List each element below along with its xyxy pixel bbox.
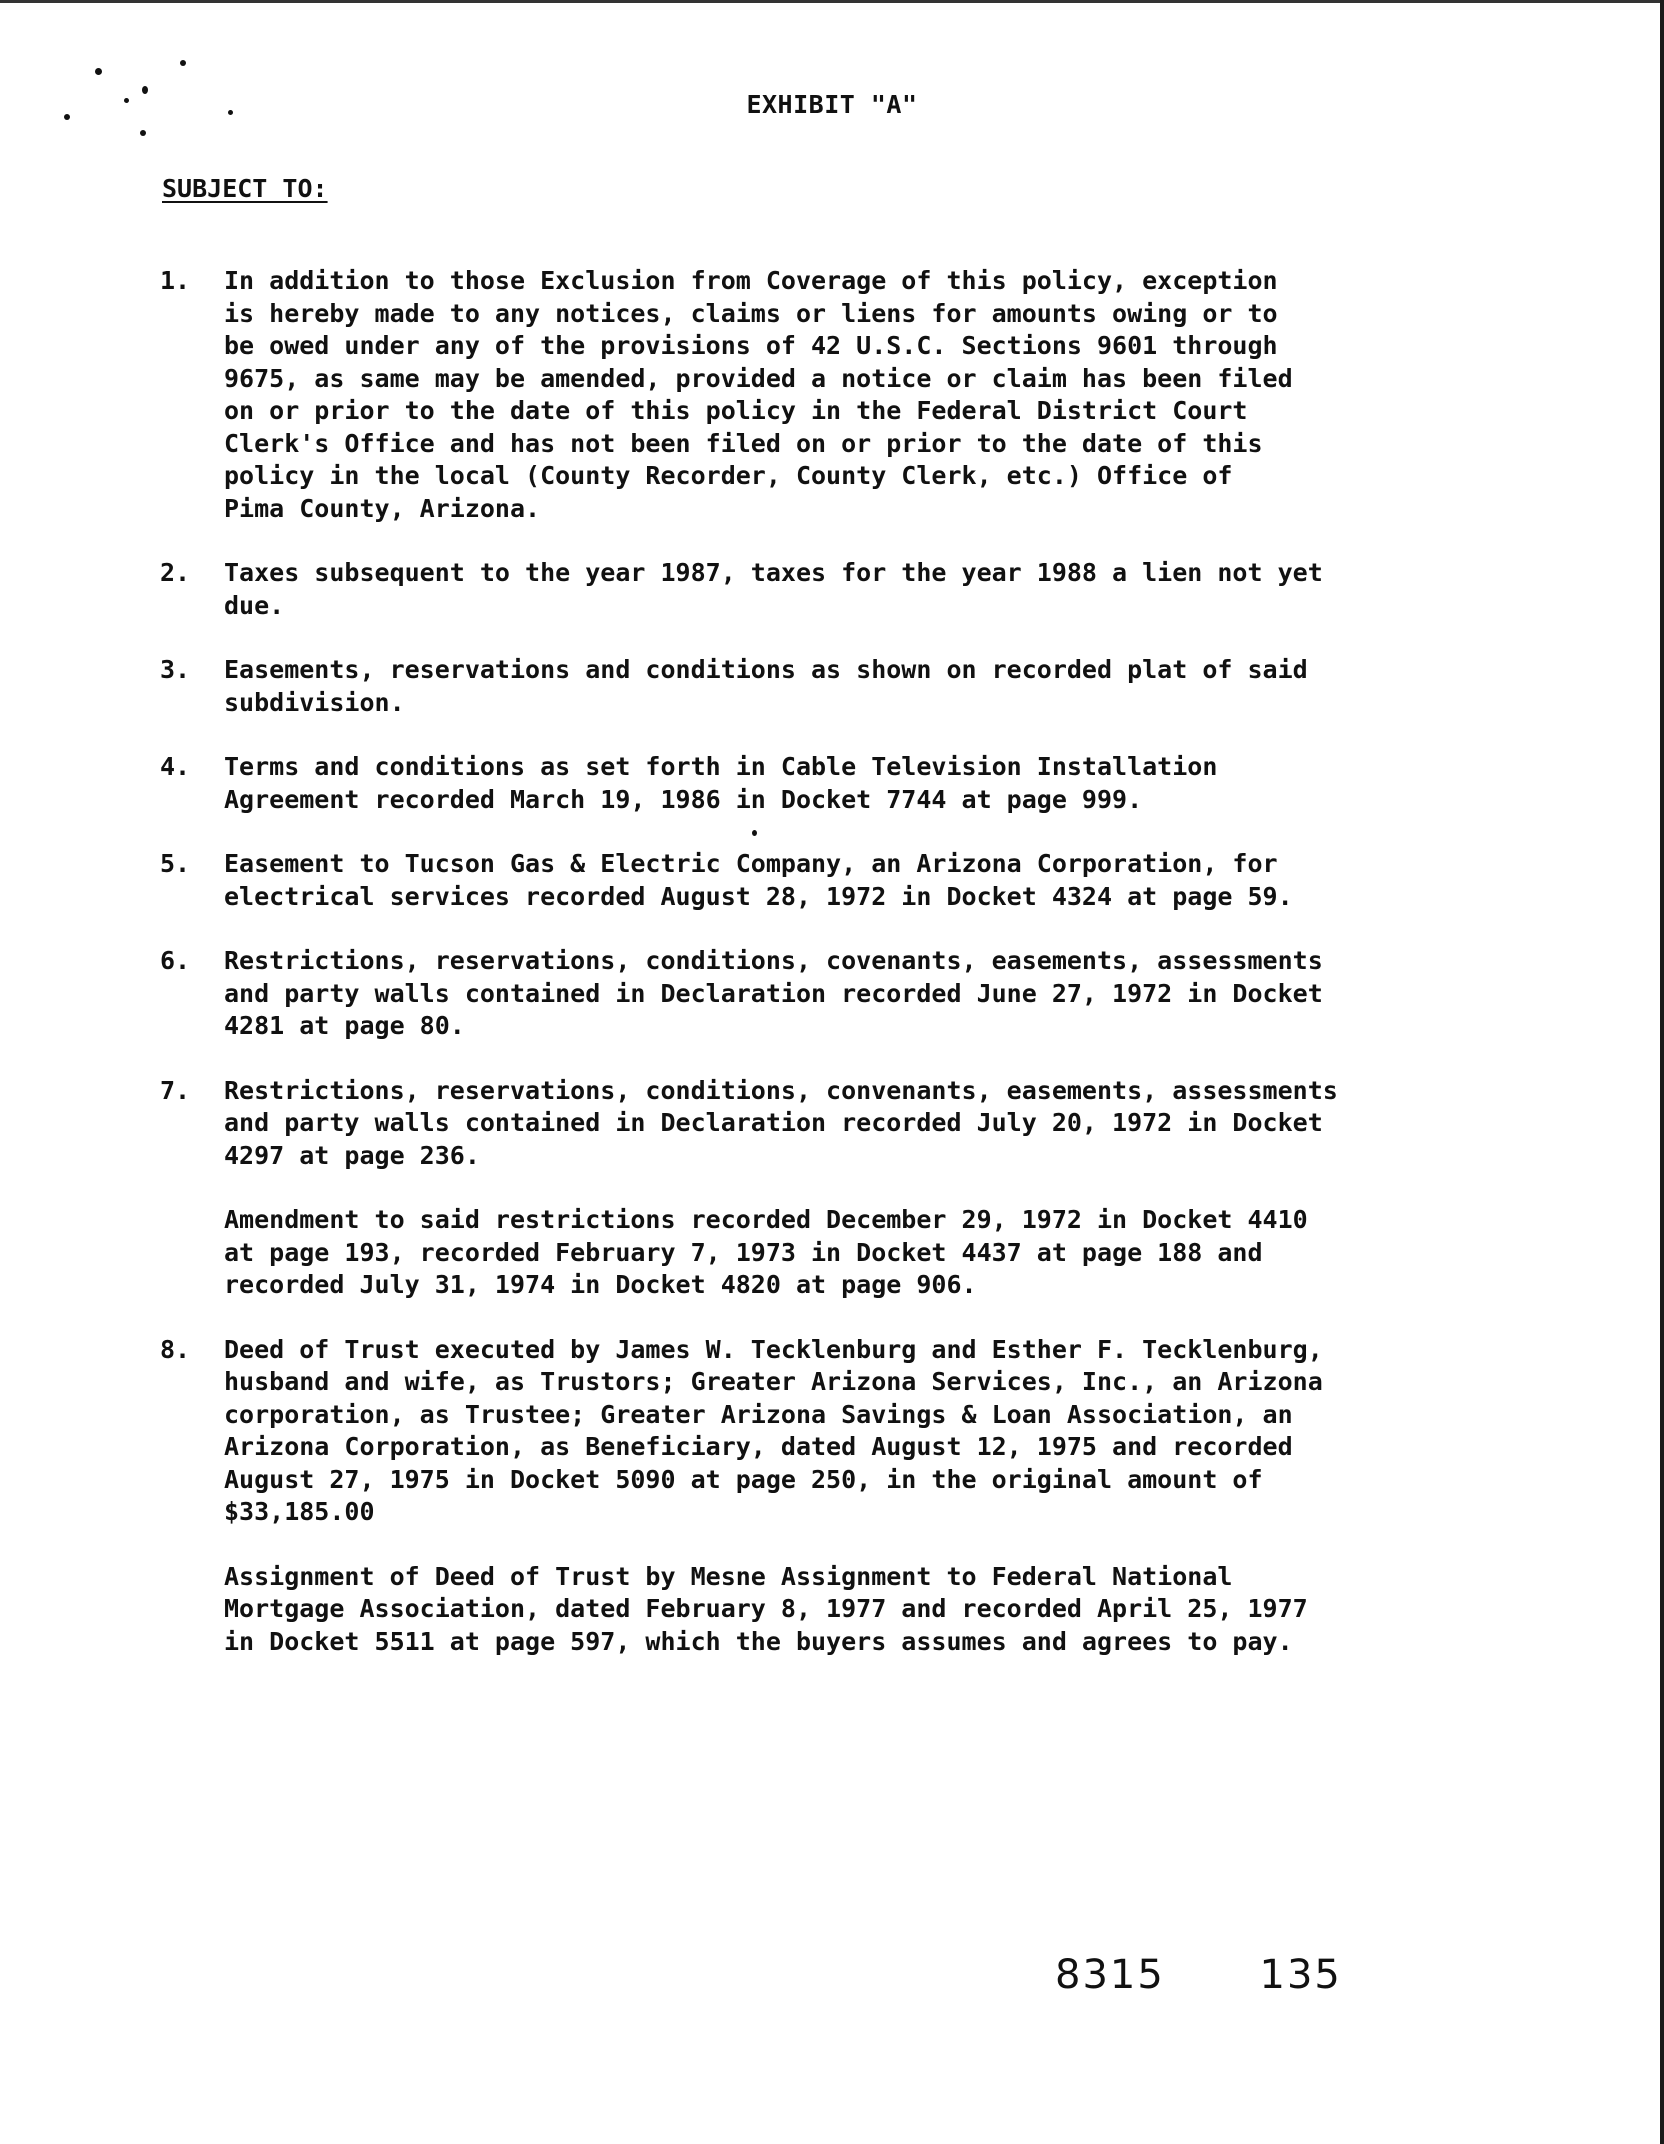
scan-edge-right: [1660, 0, 1664, 2144]
exception-list: [160, 265, 1420, 1690]
list-item: [160, 945, 1420, 1043]
item-body: [224, 1334, 1420, 1659]
scan-edge-top: [0, 0, 1664, 3]
item-number: 6.: [160, 946, 191, 975]
list-item: [160, 1075, 1420, 1302]
item-paragraph: In addition to those Exclusion from Coverage of this policy, exception is hereby made to any notices, claims or liens for amounts owing or to be owed under any of the provisions of 42 U.S.C. Sections 9601 through 9675, as same may be amended, provided a notice or claim has been filed on or prior to the date of this policy in the Federal District Court Clerk's Office and has not been filed on or prior to the date of this policy in the local (County Recorder, County Clerk, etc.) Office of Pima County, Arizona.: [224, 266, 1293, 523]
item-body: [224, 265, 1420, 525]
list-item: [160, 265, 1420, 525]
item-body: [224, 1075, 1420, 1302]
item-paragraph: Easement to Tucson Gas & Electric Company, an Arizona Corporation, for electrical services recorded August 28, 1972 in Docket 4324 at page 59.: [224, 849, 1293, 911]
docket-number: 8315: [1055, 1952, 1165, 1998]
item-paragraph: Assignment of Deed of Trust by Mesne Assignment to Federal National Mortgage Association, dated February 8, 1977 and recorded April 25, 1977 in Docket 5511 at page 597, which the buyers assumes and agrees to pay.: [224, 1561, 1308, 1656]
exhibit-title: EXHIBIT "A": [746, 90, 918, 119]
list-item: [160, 654, 1420, 719]
list-item: [160, 751, 1420, 816]
item-number: 7.: [160, 1075, 191, 1105]
item-body: [224, 945, 1420, 1043]
item-body: [224, 654, 1420, 719]
item-paragraph: Terms and conditions as set forth in Cable Television Installation Agreement recorded March 19, 1986 in Docket 7744 at page 999.: [224, 752, 1218, 814]
item-number: 2.: [160, 558, 191, 587]
item-number: 3.: [160, 655, 191, 684]
list-item: [160, 557, 1420, 622]
item-paragraph: Restrictions, reservations, conditions, covenants, easements, assessments and party walls contained in Declaration recorded June 27, 1972 in Docket 4281 at page 80.: [224, 946, 1323, 1040]
scan-speck: [180, 60, 186, 66]
subject-heading: SUBJECT TO:: [162, 174, 328, 203]
item-body: [224, 848, 1420, 913]
item-paragraph: Restrictions, reservations, conditions, convenants, easements, assessments and party walls contained in Declaration recorded July 20, 1972 in Docket 4297 at page 236.: [224, 1075, 1338, 1170]
recording-reference: [1055, 1952, 1342, 1998]
scan-speck: [95, 68, 102, 75]
item-paragraph: Deed of Trust executed by James W. Tecklenburg and Esther F. Tecklenburg, husband and wife, as Trustors; Greater Arizona Services, Inc., an Arizona corporation, as Trustee; Greater Arizona Savings & Loan Association, an Arizona Corporation, as Beneficiary, dated August 12, 1975 and recorded August 27, 1975 in Docket 5090 at page 250, in the original amount of $33,185.00: [224, 1334, 1323, 1526]
page-number: 135: [1259, 1952, 1342, 1998]
item-body: [224, 751, 1420, 816]
item-paragraph: Amendment to said restrictions recorded December 29, 1972 in Docket 4410 at page 193, recorded February 7, 1973 in Docket 4437 at page 188 and recorded July 31, 1974 in Docket 4820 at page 906.: [224, 1205, 1308, 1299]
item-body: [224, 557, 1420, 622]
list-item: [160, 848, 1420, 913]
item-number: 8.: [160, 1334, 191, 1364]
item-number: 1.: [160, 266, 191, 295]
list-item: [160, 1334, 1420, 1659]
scan-speck: [140, 130, 146, 136]
item-paragraph: Easements, reservations and conditions as shown on recorded plat of said subdivision.: [224, 655, 1308, 717]
item-paragraph: Taxes subsequent to the year 1987, taxes for the year 1988 a lien not yet due.: [224, 558, 1323, 620]
item-number: 5.: [160, 849, 191, 878]
item-number: 4.: [160, 752, 191, 781]
